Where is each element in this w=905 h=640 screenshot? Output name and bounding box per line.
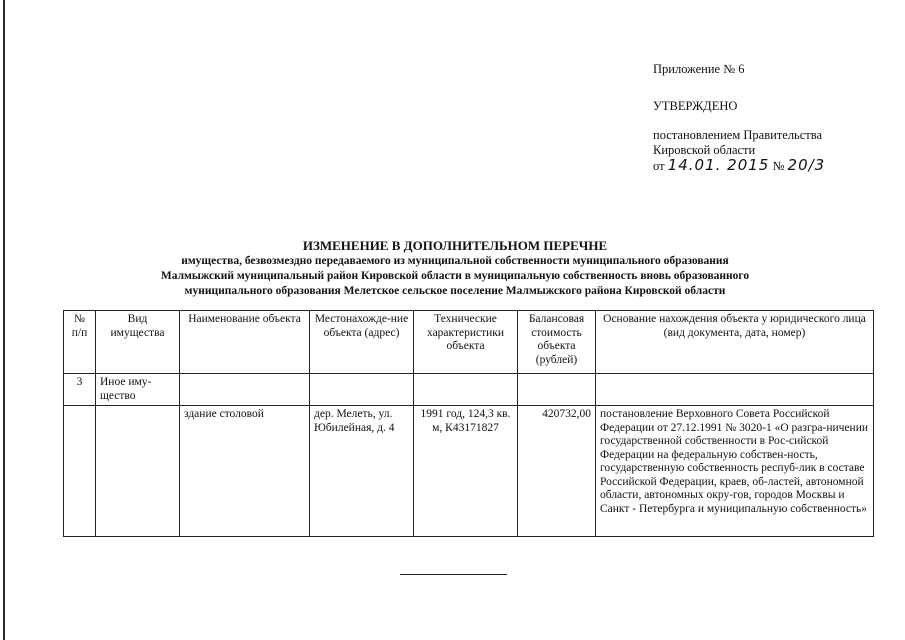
approved-label: УТВЕРЖДЕНО bbox=[653, 99, 738, 113]
appendix-label: Приложение № 6 bbox=[653, 62, 745, 76]
closing-line bbox=[400, 574, 507, 575]
header-value: Балансовая стоимость объекта (рублей) bbox=[518, 311, 596, 374]
table-row-item bbox=[64, 406, 874, 537]
cell-object-name: здание столовой bbox=[180, 406, 310, 537]
cell-empty bbox=[596, 374, 874, 406]
cell-empty bbox=[180, 374, 310, 406]
cell-empty bbox=[64, 406, 96, 537]
date-prefix: от bbox=[653, 159, 665, 173]
header-address: Местонахожде-ние объекта (адрес) bbox=[310, 311, 414, 374]
table-header-row bbox=[64, 311, 874, 374]
approval-stamp bbox=[653, 62, 893, 174]
cell-basis: постановление Верховного Совета Российской Федерации от 27.12.1991 № 3020-1 «О разгра-ничении государственной собственности в Рос-сийской Федерации на федеральную собствен-ность, государственную собственность респуб-лик в составе Российской Федерации, краев, об-ластей, автономной области, автономных окру-гов, городов Москвы и Санкт - Петербурга и муниципальную собственность» bbox=[596, 406, 874, 537]
heading-line-1: имущества, безвозмездно передаваемого из муниципальной собственности муниципального образования bbox=[181, 255, 729, 267]
cell-empty bbox=[96, 406, 180, 537]
header-number: № п/п bbox=[64, 311, 96, 374]
cell-address: дер. Мелеть, ул. Юбилейная, д. 4 bbox=[310, 406, 414, 537]
property-table bbox=[63, 310, 874, 537]
document-heading bbox=[60, 238, 850, 299]
handwritten-date: 14.01. 2015 bbox=[667, 156, 770, 174]
date-line bbox=[653, 158, 893, 174]
decree-text: постановлением Правительства bbox=[653, 128, 823, 142]
header-basis: Основание нахождения объекта у юридического лица (вид документа, дата, номер) bbox=[596, 311, 874, 374]
cell-empty bbox=[518, 374, 596, 406]
cell-number: 3 bbox=[64, 374, 96, 406]
heading-line-3: муниципального образования Мелетское сельское поселение Малмыжского района Кировской области bbox=[184, 285, 726, 297]
heading-line-2: Малмыжский муниципальный район Кировской области в муниципальную собственность вновь образованного bbox=[160, 270, 750, 282]
scan-left-edge bbox=[3, 0, 5, 640]
cell-empty bbox=[310, 374, 414, 406]
table-row-category bbox=[64, 374, 874, 406]
cell-value: 420732,00 bbox=[518, 406, 596, 537]
header-kind: Вид имущества bbox=[96, 311, 180, 374]
cell-kind: Иное иму-щество bbox=[96, 374, 180, 406]
cell-empty bbox=[414, 374, 518, 406]
cell-specs: 1991 год, 124,3 кв. м, К43171827 bbox=[414, 406, 518, 537]
header-specs: Технические характеристики объекта bbox=[414, 311, 518, 374]
region-text: Кировской области bbox=[653, 143, 756, 157]
header-name: Наименование объекта bbox=[180, 311, 310, 374]
number-prefix: № bbox=[772, 159, 785, 173]
document-title: ИЗМЕНЕНИЕ В ДОПОЛНИТЕЛЬНОМ ПЕРЕЧНЕ bbox=[302, 238, 608, 253]
handwritten-number: 20/3 bbox=[787, 156, 826, 174]
